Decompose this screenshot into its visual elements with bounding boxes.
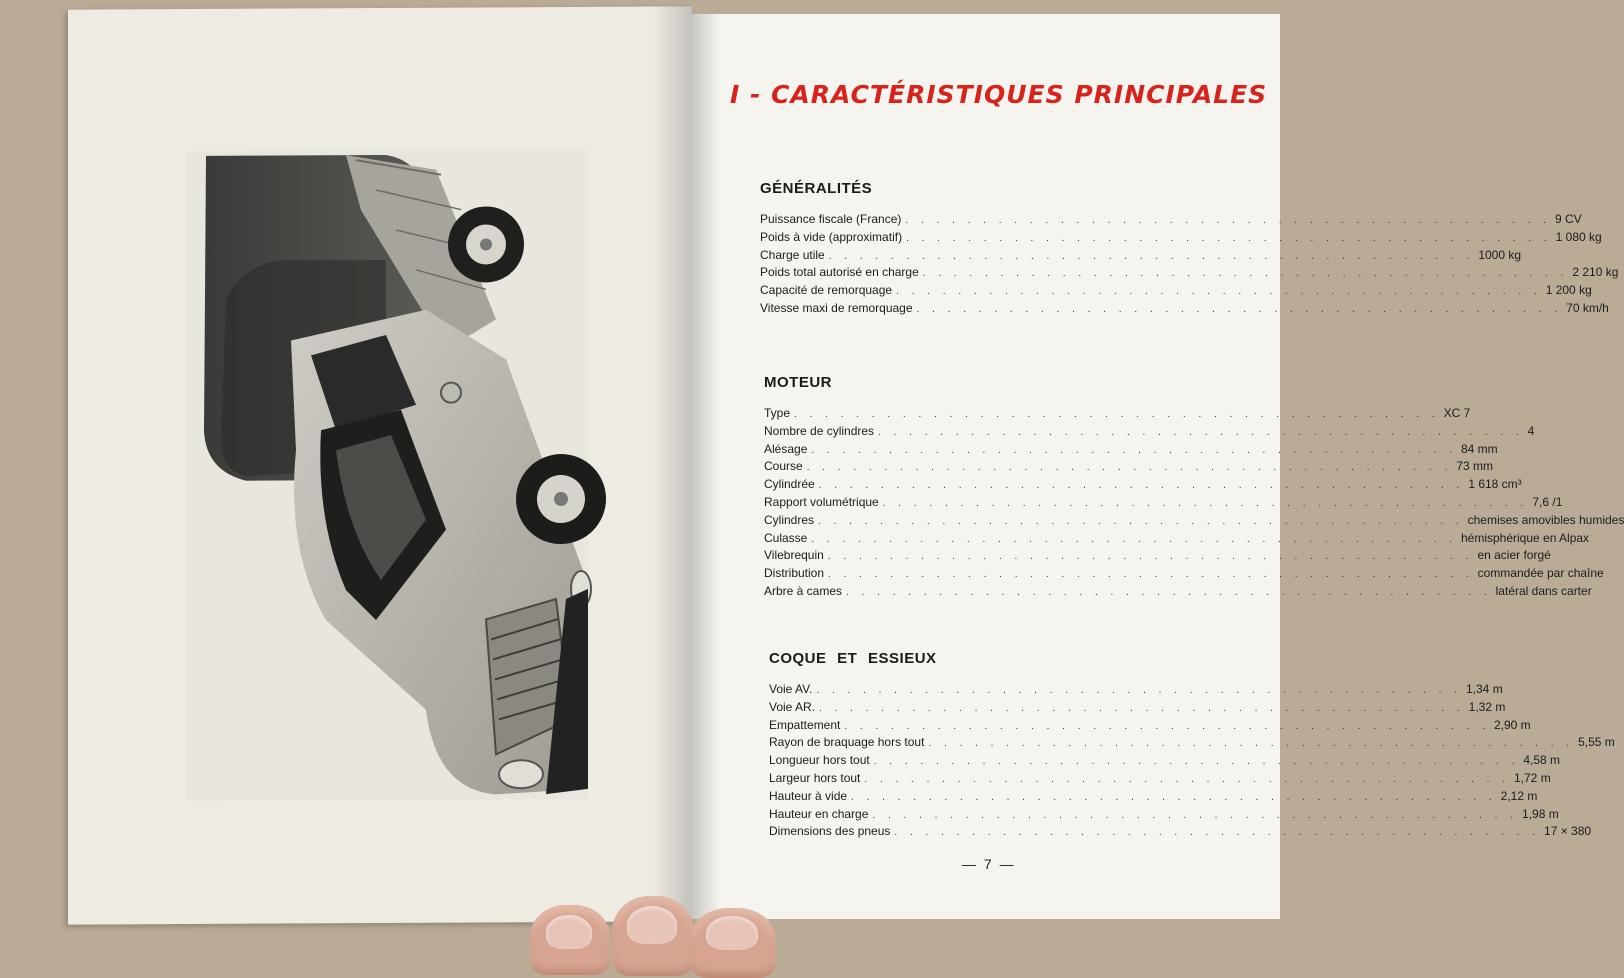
dot-leader: . . . . . . . . . . . . . . . . . . . . . . . . . . . . . . . . . . . . . . . . . . (873, 756, 1520, 768)
spec-label: Vitesse maxi de remorquage (760, 300, 913, 315)
dot-leader: . . . . . . . . . . . . . . . . . . . . . . . . . . . . . . . . . . . . . . . . . . (818, 480, 1465, 492)
spec-value: XC 7 (1443, 406, 1471, 420)
dot-leader: . . . . . . . . . . . . . . . . . . . . . . . . . . . . . . . . . . . . . . . . . . (794, 409, 1440, 420)
fingernail (546, 915, 592, 949)
dot-leader: . . . . . . . . . . . . . . . . . . . . . . . . . . . . . . . . . . . . . . . . . . (811, 533, 1457, 545)
section-coque-essieux (769, 650, 1615, 841)
spec-row (769, 681, 1503, 699)
spec-row (764, 530, 1590, 548)
spec-label: Dimensions des pneus (769, 824, 891, 839)
dot-leader: . . . . . . . . . . . . . . . . . . . . . . . . . . . . . . . . . . . . . . . . . . (851, 791, 1497, 803)
spec-value: 1 080 kg (1555, 229, 1602, 244)
dot-leader: . . . . . . . . . . . . . . . . . . . . . . . . . . . . . . . . . . . . . . . . . . (816, 685, 1462, 696)
dot-leader: . . . . . . . . . . . . . . . . . . . . . . . . . . . . . . . . . . . . . . . . . . (906, 232, 1552, 244)
spec-row (769, 788, 1538, 806)
dot-leader: . . . . . . . . . . . . . . . . . . . . . . . . . . . . . . . . . . . . . . . . . . (846, 586, 1492, 598)
spec-row (760, 282, 1592, 300)
dot-leader: . . . . . . . . . . . . . . . . . . . . . . . . . . . . . . . . . . . . . . . . . . (872, 809, 1519, 821)
spec-row (764, 547, 1551, 565)
spec-value: 9 CV (1555, 212, 1582, 226)
dot-leader: . . . . . . . . . . . . . . . . . . . . . . . . . . . . . . . . . . . . . . . . . . (878, 426, 1524, 438)
spec-row (764, 441, 1498, 459)
spec-label: Largeur hors tout (769, 770, 861, 785)
section-moteur (764, 374, 1624, 601)
spec-value: 2 210 kg (1572, 265, 1619, 280)
fingernail (706, 916, 758, 950)
truck-illustration (186, 149, 588, 801)
spec-label: Puissance fiscale (France) (760, 212, 902, 226)
dot-leader: . . . . . . . . . . . . . . . . . . . . . . . . . . . . . . . . . . . . . . . . . . (827, 551, 1474, 563)
spec-row (769, 734, 1615, 752)
spec-label: Voie AV. (769, 682, 813, 696)
spec-row (769, 806, 1559, 824)
spec-row (769, 752, 1561, 770)
spec-value: 7,6 /1 (1532, 494, 1563, 509)
right-fold-shadow (690, 14, 720, 919)
spec-value: 73 mm (1456, 459, 1493, 474)
truck-photo (186, 149, 588, 801)
spec-value: 5,55 m (1578, 735, 1615, 750)
spec-row (760, 264, 1619, 282)
left-page (68, 6, 692, 924)
spec-row (764, 565, 1604, 583)
spec-label: Distribution (764, 566, 825, 581)
spec-value: 1 200 kg (1545, 283, 1592, 298)
spec-label: Rapport volumétrique (764, 494, 879, 509)
spec-value: 4,58 m (1523, 753, 1561, 768)
spec-row (769, 699, 1506, 717)
spec-label: Charge utile (760, 247, 825, 262)
finger (690, 908, 776, 978)
spec-value: hémisphérique en Alpax (1460, 530, 1590, 545)
right-page (690, 14, 1624, 919)
spec-value: latéral dans carter (1495, 583, 1592, 598)
spec-value: 70 km/h (1566, 300, 1609, 315)
spec-list (769, 681, 1615, 841)
spec-value: 1,98 m (1522, 806, 1559, 821)
spec-row (764, 583, 1592, 601)
section-generalites (760, 180, 1619, 318)
spec-label: Cylindres (764, 512, 815, 527)
spec-row (760, 300, 1609, 318)
spec-value: 84 mm (1460, 441, 1498, 456)
dot-leader: . . . . . . . . . . . . . . . . . . . . . . . . . . . . . . . . . . . . . . . . . . (811, 444, 1457, 456)
dot-leader: . . . . . . . . . . . . . . . . . . . . . . . . . . . . . . . . . . . . . . . . . . (894, 827, 1541, 839)
spec-value: 1000 kg (1478, 247, 1522, 262)
spec-value: 2,12 m (1500, 788, 1538, 803)
spec-label: Arbre à cames (764, 583, 843, 598)
spec-label: Nombre de cylindres (764, 423, 875, 438)
spec-label: Longueur hors tout (769, 753, 870, 768)
section-title: COQUE ET ESSIEUX (769, 650, 937, 667)
spec-value: 1,34 m (1466, 682, 1503, 696)
spec-label: Alésage (764, 441, 808, 456)
spec-label: Cylindrée (764, 477, 815, 492)
spec-value: 17 × 380 (1544, 824, 1592, 839)
spec-list (764, 405, 1624, 601)
dot-leader: . . . . . . . . . . . . . . . . . . . . . . . . . . . . . . . . . . . . . . . . . . (905, 215, 1551, 226)
dot-leader: . . . . . . . . . . . . . . . . . . . . . . . . . . . . . . . . . . . . . . . . . . (806, 462, 1453, 474)
spec-value: en acier forgé (1477, 548, 1551, 563)
spec-value: 1,72 m (1514, 770, 1551, 785)
finger (612, 896, 694, 976)
spec-row (764, 405, 1471, 423)
spec-label: Voie AR. (769, 699, 816, 714)
spec-row (760, 229, 1602, 247)
spec-value: chemises amovibles humides (1467, 512, 1624, 527)
section-title: MOTEUR (764, 374, 832, 391)
spec-row (764, 476, 1522, 494)
spec-value: commandée par chaîne (1477, 566, 1604, 581)
dot-leader: . . . . . . . . . . . . . . . . . . . . . . . . . . . . . . . . . . . . . . . . . . (819, 702, 1465, 714)
spec-label: Culasse (764, 530, 808, 545)
spec-label: Hauteur en charge (769, 806, 869, 821)
spec-row (764, 512, 1624, 530)
fingernail (627, 906, 677, 944)
spec-label: Capacité de remorquage (760, 283, 893, 298)
spec-label: Poids à vide (approximatif) (760, 229, 903, 244)
spec-row (760, 247, 1522, 265)
spec-label: Poids total autorisé en charge (760, 265, 919, 280)
dot-leader: . . . . . . . . . . . . . . . . . . . . . . . . . . . . . . . . . . . . . . . . . . (844, 720, 1490, 732)
spec-label: Rayon de braquage hors tout (769, 735, 925, 750)
spec-label: Vilebrequin (764, 548, 824, 563)
spec-value: 1 618 cm³ (1468, 477, 1522, 492)
page-title: I - CARACTÉRISTIQUES PRINCIPALES (730, 80, 1268, 109)
left-fold-shadow (652, 6, 692, 921)
dot-leader: . . . . . . . . . . . . . . . . . . . . . . . . . . . . . . . . . . . . . . . . . . (818, 515, 1464, 527)
spec-row (760, 211, 1582, 229)
dot-leader: . . . . . . . . . . . . . . . . . . . . . . . . . . . . . . . . . . . . . . . . . . (916, 303, 1563, 315)
spec-label: Empattement (769, 717, 841, 732)
page-number: — 7 — (962, 856, 1016, 872)
dot-leader: . . . . . . . . . . . . . . . . . . . . . . . . . . . . . . . . . . . . . . . . . . (828, 250, 1475, 262)
spec-value: 4 (1527, 423, 1535, 438)
spec-row (764, 423, 1535, 441)
spec-row (769, 823, 1592, 841)
dot-leader: . . . . . . . . . . . . . . . . . . . . . . . . . . . . . . . . . . . . . . . . . . (864, 773, 1510, 785)
spec-row (769, 770, 1551, 788)
spec-row (764, 458, 1493, 476)
spec-value: 1,32 m (1468, 699, 1506, 714)
spec-row (764, 494, 1563, 512)
dot-leader: . . . . . . . . . . . . . . . . . . . . . . . . . . . . . . . . . . . . . . . . . . (922, 268, 1569, 280)
spec-list (760, 211, 1619, 318)
dot-leader: . . . . . . . . . . . . . . . . . . . . . . . . . . . . . . . . . . . . . . . . . . (828, 569, 1474, 581)
finger (530, 905, 610, 975)
spec-row (769, 717, 1531, 735)
dot-leader: . . . . . . . . . . . . . . . . . . . . . . . . . . . . . . . . . . . . . . . . . . (882, 497, 1529, 509)
dot-leader: . . . . . . . . . . . . . . . . . . . . . . . . . . . . . . . . . . . . . . . . . . (928, 738, 1575, 750)
spec-label: Course (764, 459, 803, 474)
spec-label: Hauteur à vide (769, 788, 848, 803)
dot-leader: . . . . . . . . . . . . . . . . . . . . . . . . . . . . . . . . . . . . . . . . . . (896, 286, 1542, 298)
spec-value: 2,90 m (1493, 717, 1531, 732)
section-title: GÉNÉRALITÉS (760, 180, 873, 197)
spec-label: Type (764, 406, 791, 420)
